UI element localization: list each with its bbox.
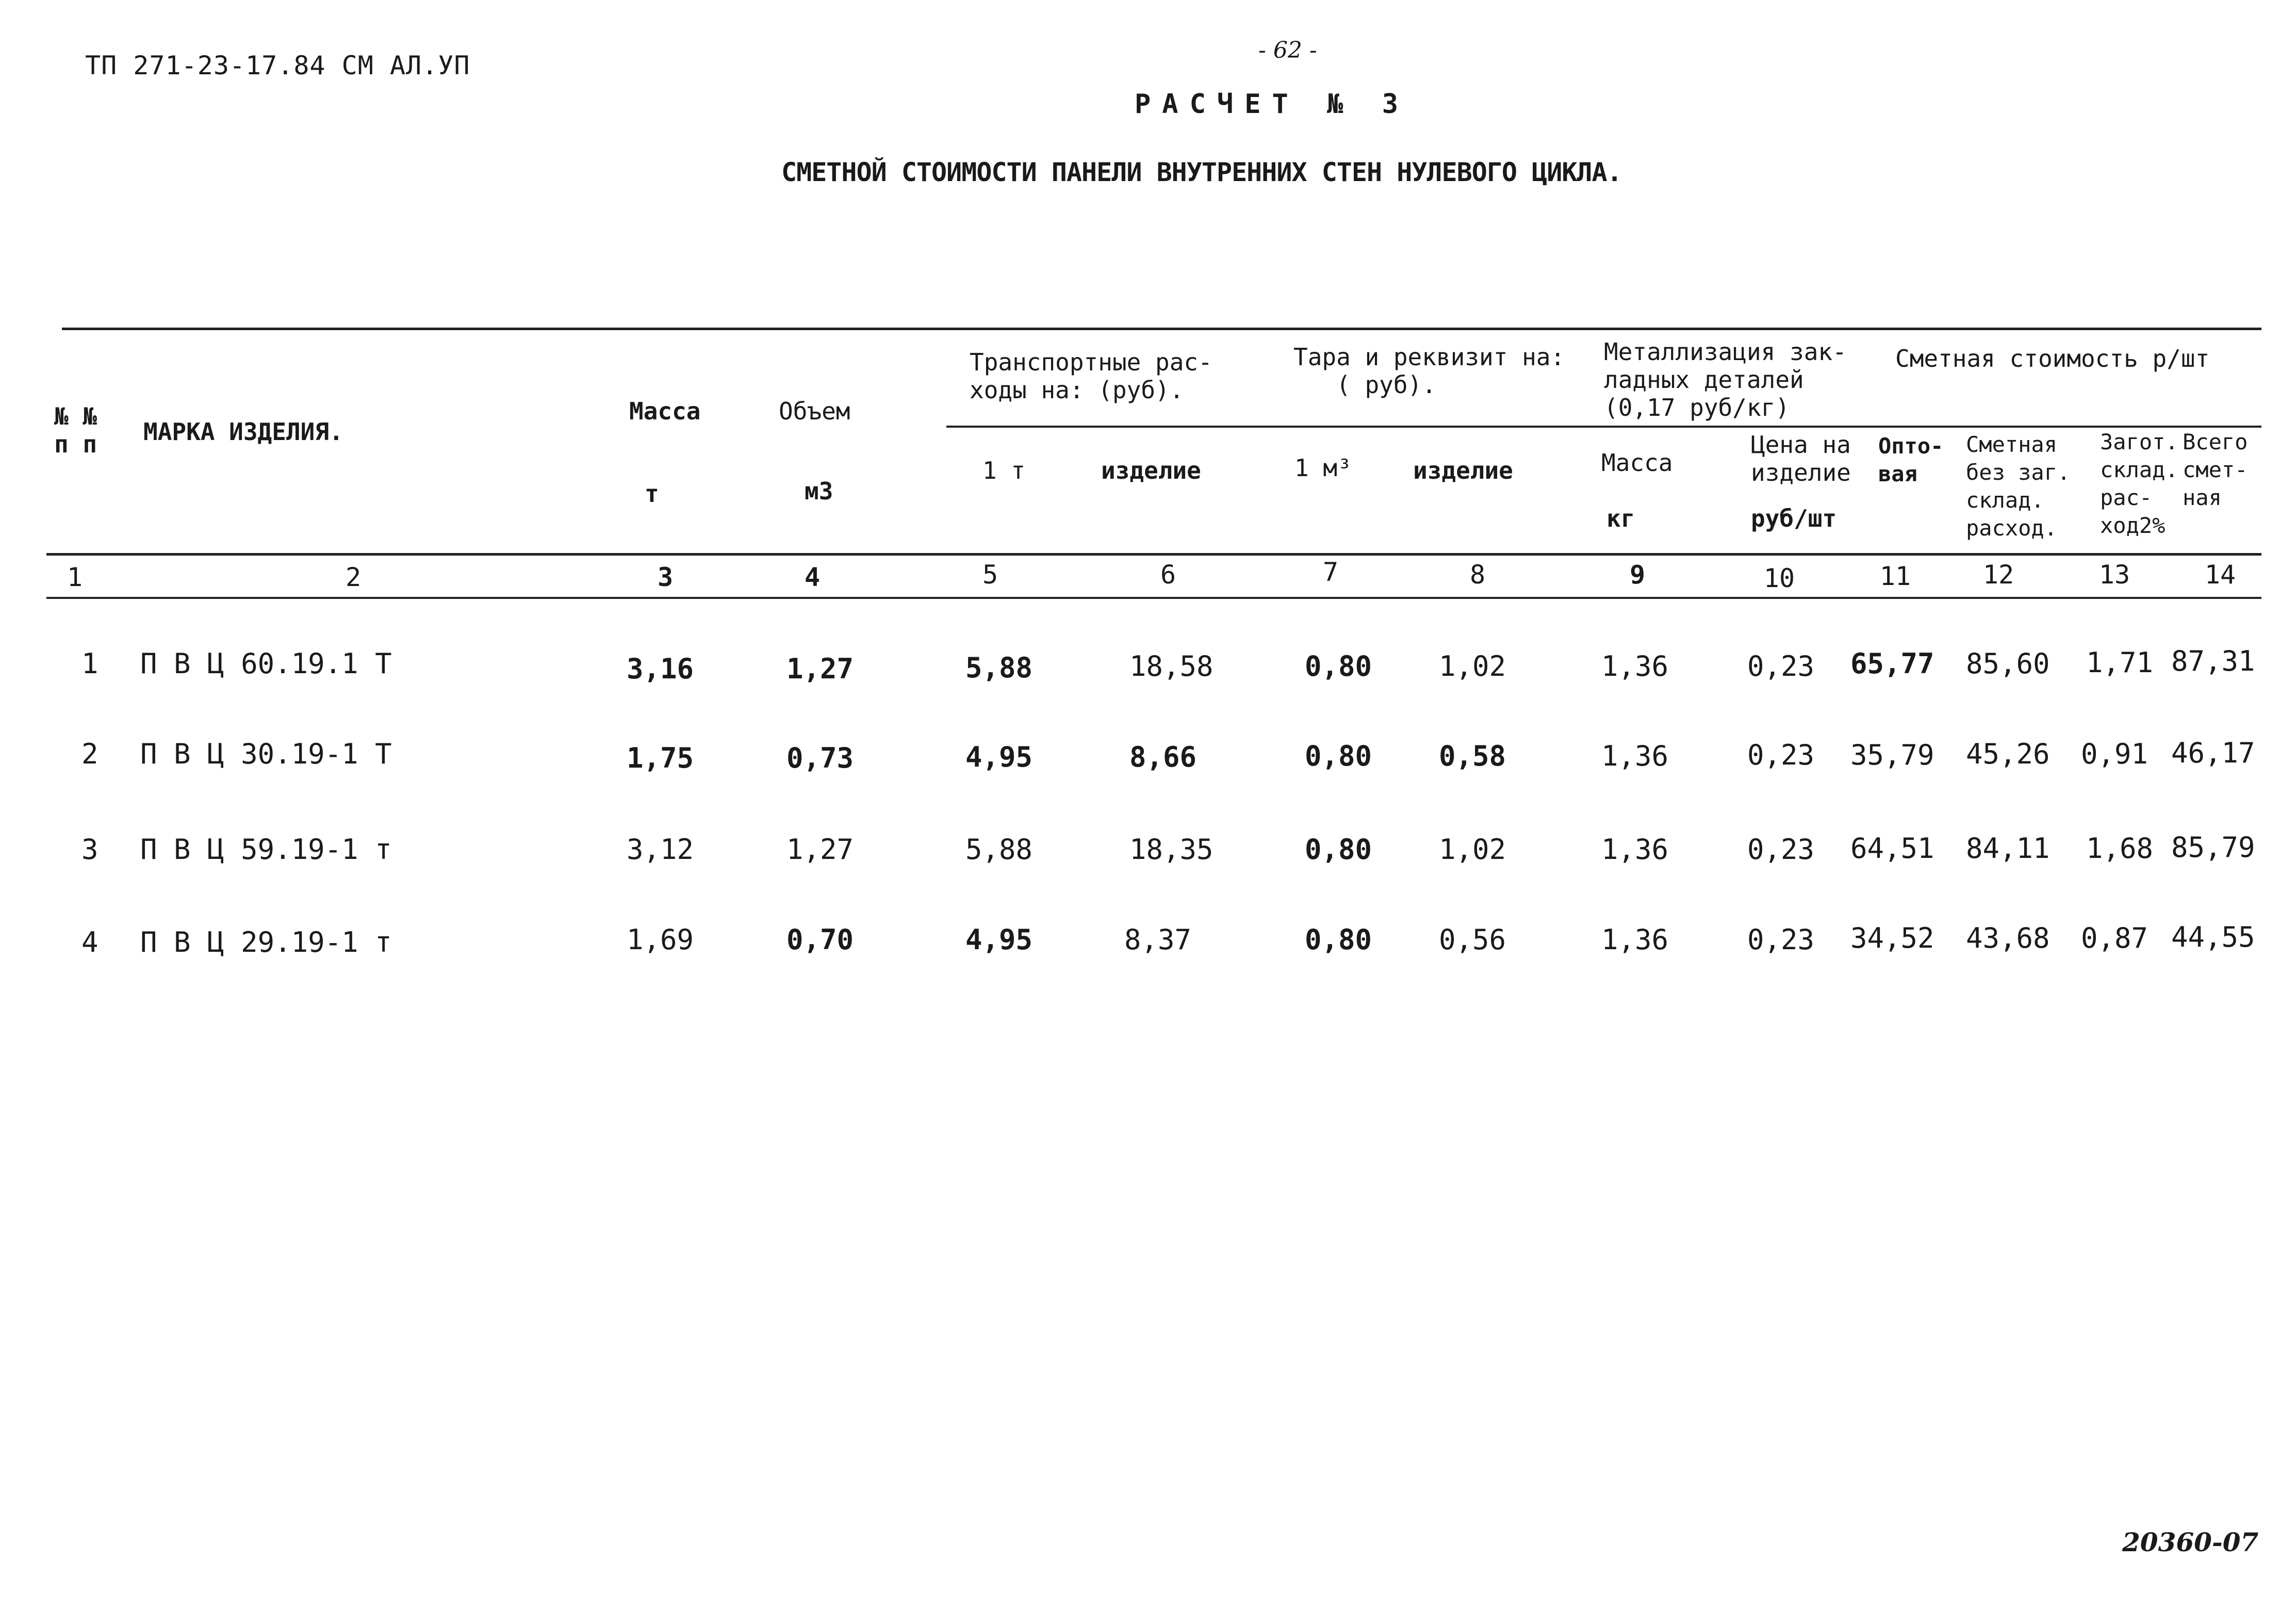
metal-price-value: 0,23	[1747, 833, 1815, 866]
row-number: 1	[81, 647, 99, 680]
column-number: 5	[982, 560, 998, 590]
column-number: 12	[1982, 560, 2014, 590]
transport-per-ton-value: 5,88	[965, 652, 1033, 684]
product-mark: П В Ц 30.19-1 Т	[140, 738, 392, 770]
header-group-rule	[946, 426, 2261, 428]
column-number: 6	[1160, 560, 1176, 590]
transport-per-item-value: 8,66	[1129, 741, 1197, 773]
header-volume: Объем	[779, 397, 850, 425]
cost-total-value: 87,31	[2171, 645, 2255, 677]
volume-value: 0,73	[786, 742, 854, 774]
tara-per-m3-value: 0,80	[1305, 833, 1372, 866]
row-number: 3	[81, 833, 99, 866]
header-tara-per-item: изделие	[1413, 457, 1513, 484]
transport-per-item-value: 8,37	[1124, 923, 1192, 956]
column-number: 14	[2204, 560, 2236, 590]
header-cost-without-storage: Сметная без заг. склад. расход.	[1966, 432, 2071, 541]
cost-storage-value: 0,91	[2081, 738, 2149, 770]
header-transport-per-item: изделие	[1101, 457, 1201, 484]
cost-wholesale-value: 34,52	[1850, 922, 1934, 954]
header-tara-per-m3: 1 м³	[1294, 454, 1352, 482]
column-number: 7	[1322, 557, 1339, 587]
cost-storage-value: 0,87	[2081, 922, 2149, 954]
column-number: 8	[1469, 560, 1486, 590]
archive-stamp: 20360-07	[2122, 1527, 2259, 1557]
tara-per-item-value: 0,56	[1439, 923, 1506, 956]
header-transport-group: Транспортные рас- ходы на: (руб).	[970, 348, 1212, 404]
table-row	[0, 738, 2296, 779]
transport-per-item-value: 18,58	[1129, 650, 1213, 682]
tara-per-item-value: 0,58	[1439, 740, 1506, 772]
header-metal-mass: Масса	[1601, 449, 1673, 477]
cost-without-storage-value: 84,11	[1966, 832, 2050, 865]
metal-mass-value: 1,36	[1601, 833, 1669, 866]
header-volume-unit: м3	[805, 477, 833, 505]
header-mass: Масса	[629, 397, 701, 425]
header-metal-mass-unit: кг	[1606, 505, 1635, 532]
transport-per-ton-value: 4,95	[965, 741, 1033, 773]
header-metal-price-unit: руб/шт	[1751, 505, 1837, 532]
volume-value: 1,27	[786, 653, 854, 685]
mass-value: 1,69	[627, 923, 694, 956]
metal-price-value: 0,23	[1747, 923, 1815, 956]
transport-per-item-value: 18,35	[1129, 833, 1213, 866]
metal-price-value: 0,23	[1747, 739, 1815, 771]
header-cost-storage: Загот. склад. рас- ход2%	[2100, 429, 2178, 538]
column-number: 2	[345, 562, 362, 592]
column-number: 1	[67, 562, 83, 592]
table-top-rule	[62, 328, 2261, 330]
document-code: ТП 271-23-17.84 СМ АЛ.УП	[85, 51, 470, 80]
volume-value: 1,27	[786, 833, 854, 866]
tara-per-item-value: 1,02	[1439, 833, 1506, 866]
header-cost-total: Всего смет- ная	[2183, 429, 2248, 510]
table-row	[0, 921, 2296, 967]
header-transport-per-ton: 1 т	[982, 457, 1026, 484]
cost-total-value: 46,17	[2171, 737, 2255, 769]
cost-total-value: 85,79	[2171, 831, 2255, 864]
mass-value: 3,12	[627, 833, 694, 866]
page-number: - 62 -	[1258, 37, 1317, 63]
cost-wholesale-value: 35,79	[1850, 739, 1934, 771]
product-mark: П В Ц 29.19-1 т	[140, 926, 392, 958]
row-number: 4	[81, 926, 99, 958]
page-subtitle: СМЕТНОЙ СТОИМОСТИ ПАНЕЛИ ВНУТРЕННИХ СТЕН НУЛЕВОГО ЦИКЛА.	[781, 157, 1622, 187]
mass-value: 1,75	[627, 742, 694, 774]
cost-without-storage-value: 45,26	[1966, 738, 2050, 770]
cost-without-storage-value: 85,60	[1966, 647, 2050, 680]
column-number: 11	[1879, 561, 1911, 591]
header-cost-group: Сметная стоимость р/шт	[1895, 345, 2210, 372]
mass-value: 3,16	[627, 653, 694, 685]
column-number: 10	[1763, 563, 1795, 593]
column-number-top-rule	[46, 553, 2261, 556]
cost-without-storage-value: 43,68	[1966, 922, 2050, 954]
tara-per-m3-value: 0,80	[1305, 923, 1372, 956]
header-metallization-group: Металлизация зак- ладных деталей (0,17 руб/кг)	[1604, 338, 1847, 421]
tara-per-m3-value: 0,80	[1305, 740, 1372, 772]
column-number-bottom-rule	[46, 597, 2261, 599]
table-row	[0, 833, 2296, 874]
tara-per-item-value: 1,02	[1439, 650, 1506, 682]
table-row	[0, 647, 2296, 689]
product-mark: П В Ц 60.19.1 Т	[140, 647, 392, 680]
metal-mass-value: 1,36	[1601, 650, 1669, 682]
cost-wholesale-value: 64,51	[1850, 832, 1934, 865]
header-mass-unit: т	[645, 480, 659, 508]
column-number: 3	[657, 562, 674, 592]
header-metal-price: Цена на изделие	[1751, 431, 1851, 486]
metal-price-value: 0,23	[1747, 650, 1815, 682]
transport-per-ton-value: 5,88	[965, 833, 1033, 866]
header-cost-wholesale: Опто- вая	[1878, 433, 1944, 486]
metal-mass-value: 1,36	[1601, 740, 1669, 772]
row-number: 2	[81, 738, 99, 770]
metal-mass-value: 1,36	[1601, 923, 1669, 956]
column-number: 9	[1629, 560, 1646, 590]
volume-value: 0,70	[786, 923, 854, 956]
column-number: 4	[804, 562, 821, 592]
cost-storage-value: 1,71	[2086, 646, 2154, 679]
header-mark: МАРКА ИЗДЕЛИЯ.	[143, 418, 343, 446]
cost-wholesale-value: 65,77	[1850, 647, 1934, 680]
column-number: 13	[2098, 560, 2130, 590]
tara-per-m3-value: 0,80	[1305, 650, 1372, 682]
header-number: № № п п	[54, 402, 97, 458]
product-mark: П В Ц 59.19-1 т	[140, 833, 392, 866]
cost-storage-value: 1,68	[2086, 832, 2154, 865]
transport-per-ton-value: 4,95	[965, 923, 1033, 956]
cost-total-value: 44,55	[2171, 921, 2255, 953]
header-tara-group: Тара и реквизит на: ( руб).	[1293, 343, 1565, 399]
page-title: РАСЧЕТ № 3	[1135, 89, 1410, 120]
